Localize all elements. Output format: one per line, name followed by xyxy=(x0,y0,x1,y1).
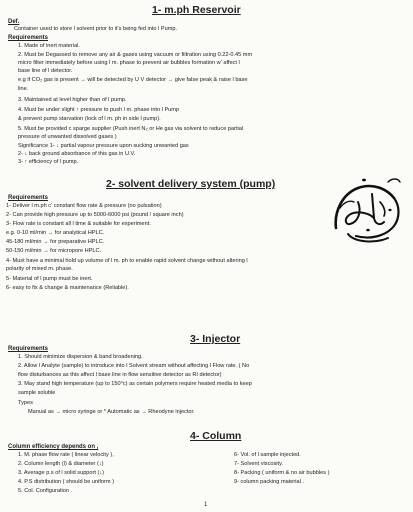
section-1-line: 4. Must be under slight ↑ pressure to push l m. phase into l Pump xyxy=(18,107,180,113)
section-4-title: 4- Column xyxy=(190,430,242,442)
section-2-line: 1- Deliver l m.ph c' constant flow rate & pressure (no pulsation) xyxy=(6,203,162,209)
section-4-right-item: 8- Packing ( uniform & no air bubbles ) xyxy=(234,470,330,476)
section-4-left-item: 3. Average p.s of l solid support (↓) xyxy=(18,470,105,476)
section-3-types-label: Types xyxy=(18,400,33,406)
section-4-right-item: 9- column packing material . xyxy=(234,479,304,485)
section-2-line: 6- easy to fix & change & maintenance (Reliable). xyxy=(6,285,129,291)
section-4-left-item: 2. Column length (l) & diameter (↓) xyxy=(18,461,104,467)
section-1-line: 2. Must be Degassed to remove any air & gases using vacuum or filtration using 0.22-0.45 mm xyxy=(18,52,253,58)
section-4-left-item: 5. Col. Configuration . xyxy=(18,488,73,494)
section-1-line: 1. Made of inert material. xyxy=(18,43,80,49)
section-1-line: base line of l detector. xyxy=(18,68,73,74)
section-3-line: 1. Should minimize dispersion & band broadening. xyxy=(18,354,143,360)
section-3-title: 3- Injector xyxy=(190,333,241,345)
section-3-line: 3. May stand high temperature (up to 150°c) as certain polymers require heated media to keep xyxy=(18,381,252,387)
section-2-line: 45-180 ml/min → for preparative HPLC. xyxy=(6,239,105,245)
section-1-line: 3. Maintained at level higher than of l pump. xyxy=(18,97,127,103)
section-1-def-label: Def. xyxy=(8,19,20,25)
section-1-line: micro filter immediately before using l m. phase to prevent air bubbles formation w' affect l xyxy=(18,60,240,66)
section-2-line: polarity of mixed m. phase. xyxy=(6,266,73,272)
calligraphy-illustration xyxy=(328,172,408,248)
section-4-right-item: 7- Solvent viscosity. xyxy=(234,461,284,467)
section-1-title: 1- m.ph Reservoir xyxy=(152,4,241,16)
section-4-left-item: 4. P.S distribution ( should be uniform ) xyxy=(18,479,114,485)
section-1-line: line. xyxy=(18,86,29,92)
section-2-title: 2- solvent delivery system (pump) xyxy=(106,178,276,190)
section-1-line: 5. Must be provided c sparge supplier (Push inert N₂ or He gas via solvent to reduce partial xyxy=(18,126,244,132)
section-1-line: 2- ↓ back ground absorbance of this gas in U.V. xyxy=(18,151,136,157)
section-1-line: 3- ↑ efficiency of l pump. xyxy=(18,159,79,165)
section-3-line: sample soluble xyxy=(18,390,56,396)
section-2-line: 3- Flow rate is constant all l time & suitable for experiment. xyxy=(6,221,151,227)
section-2-line: 5- Material of l pump must be inert. xyxy=(6,276,93,282)
section-2-line: 2- Can provide high pressure up to 5000-6000 psi (pound / square inch) xyxy=(6,212,184,218)
section-2-line: 50-150 ml/min → for micropore HPLC. xyxy=(6,248,102,254)
section-3-line: 2. Allow l Analyte (sample) to introduce into l Solvent stream without affecting l Flow rate. ( No xyxy=(18,363,250,369)
section-2-requirements-label: Requirements xyxy=(8,195,49,201)
section-1-line: e.g if CO₂ gas is present → will be detected by U V detector → give false peak & raise l base xyxy=(18,77,248,83)
section-1-def-text: Container used to store l solvent prior to it's being fed into l Pump. xyxy=(14,26,178,32)
section-3-types-line: Manual as → micro syringe or * Automatic as → Rheodyne injector. xyxy=(28,409,195,415)
section-2-line: e.g. 0-10 ml/min → for analytical HPLC. xyxy=(6,230,105,236)
section-3-requirements-label: Requirements xyxy=(8,346,49,352)
section-1-line: & prevent pump starvation (lock of l m. ph in side l pump). xyxy=(18,116,161,122)
section-4-left-item: 1. M. phase flow rate ( linear velocity ), xyxy=(18,452,114,458)
section-2-line: 4- Must have a minimal hold up volume of l m. ph to enable rapid solvent change without altering l xyxy=(6,258,248,264)
section-1-requirements-label: Requirements xyxy=(8,35,49,41)
section-4-right-item: 6- Vol. of l sample injected. xyxy=(234,452,301,458)
section-3-line: flow disturbances as this affect l base line in flow sensitive detector as RI detector) xyxy=(18,372,222,378)
section-1-line: pressure of unwanted dissolved gases ) xyxy=(18,134,117,140)
page-number: 1 xyxy=(204,502,208,508)
section-1-line: Significance 1- ↓ partial vapour pressure upon sucking unwanted gas xyxy=(18,143,189,149)
section-4-efficiency-label: Column efficiency depends on , xyxy=(8,444,99,450)
